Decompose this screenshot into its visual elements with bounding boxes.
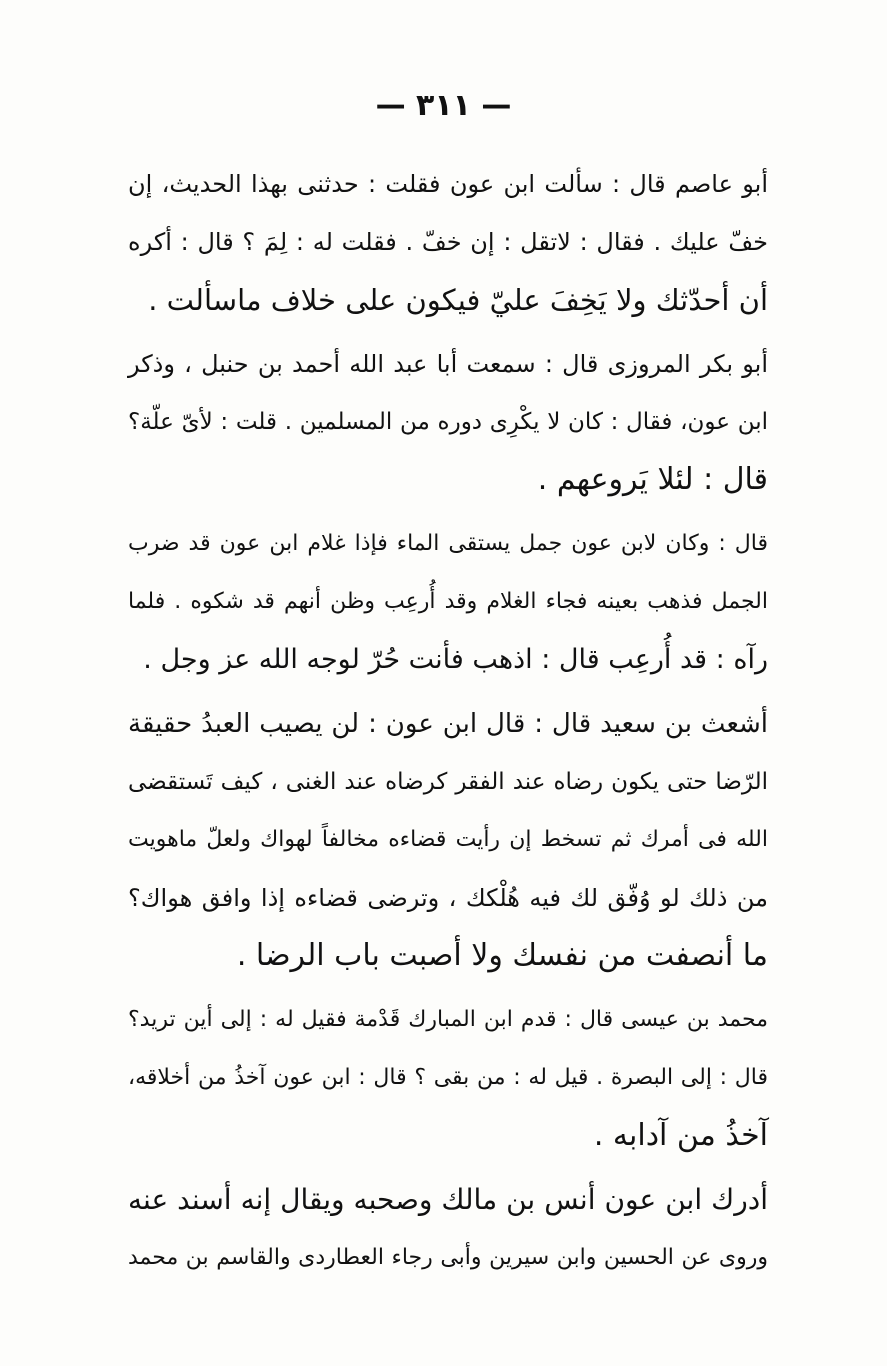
- text-line: وروى عن الحسين وابن سيرين وأبى رجاء العطاردى والقاسم بن محمد: [128, 1245, 768, 1270]
- text-line: أدرك ابن عون أنس بن مالك وصحبه ويقال إنه أسند عنه: [128, 1183, 768, 1216]
- paragraph-6: [128, 1171, 768, 1287]
- text-line: رآه : قد أُرعِب قال : اذهب فأنت حُرّ لوجه الله عز وجل .: [143, 644, 768, 675]
- text-line: ابن عون، فقال : كان لا يكْرِى دوره من المسلمين . قلت : لأىّ علّة؟: [128, 409, 768, 435]
- paragraph-1: [128, 155, 768, 329]
- text-line: أن أحدّثك ولا يَخِفَ عليّ فيكون على خلاف ماسألت .: [148, 283, 768, 317]
- paragraph-2: [128, 335, 768, 509]
- text-line: قال : لئلا يَروعهم .: [537, 462, 768, 497]
- text-line: من ذلك لو وُفّق لك فيه هُلْكك ، وترضى قضاءه إذا وافق هواك؟: [128, 884, 768, 912]
- page-body: [128, 155, 768, 1293]
- text-line: أشعث بن سعيد قال : قال ابن عون : لن يصيب العبدُ حقيقة: [128, 709, 768, 739]
- text-line: الرّضا حتى يكون رضاه عند الفقر كرضاه عند الغنى ، كيف تَستقضى: [128, 769, 768, 795]
- paragraph-4: [128, 695, 768, 985]
- paragraph-5: [128, 991, 768, 1165]
- paragraph-3: [128, 515, 768, 689]
- text-line: الله فى أمرك ثم تسخط إن رأيت قضاءه مخالفاً لهواك ولعلّ ماهويت: [128, 827, 768, 852]
- text-line: محمد بن عيسى قال : قدم ابن المبارك قَدْمة فقيل له : إلى أين تريد؟: [128, 1007, 768, 1032]
- text-line: أبو عاصم قال : سألت ابن عون فقلت : حدثنى بهذا الحديث، إن: [128, 170, 768, 198]
- text-line: قال : إلى البصرة . قيل له : من بقى ؟ قال : ابن عون آخذُ من أخلاقه،: [128, 1065, 768, 1090]
- text-line: ما أنصفت من نفسك ولا أصبت باب الرضا .: [236, 938, 768, 973]
- text-line: قال : وكان لابن عون جمل يستقى الماء فإذا غلام ابن عون قد ضرب: [128, 531, 768, 556]
- text-line: الجمل فذهب بعينه فجاء الغلام وقد أُرعِب وظن أنهم قد شكوه . فلما: [128, 589, 768, 614]
- text-line: آخذُ من آدابه .: [593, 1118, 768, 1153]
- text-line: أبو بكر المروزى قال : سمعت أبا عبد الله أحمد بن حنبل ، وذكر: [128, 350, 768, 378]
- text-line: خفّ عليك . فقال : لاتقل : إن خفّ . فقلت له : لِمَ ؟ قال : أكره: [128, 228, 768, 256]
- page-number: — ٣١١ —: [375, 88, 512, 123]
